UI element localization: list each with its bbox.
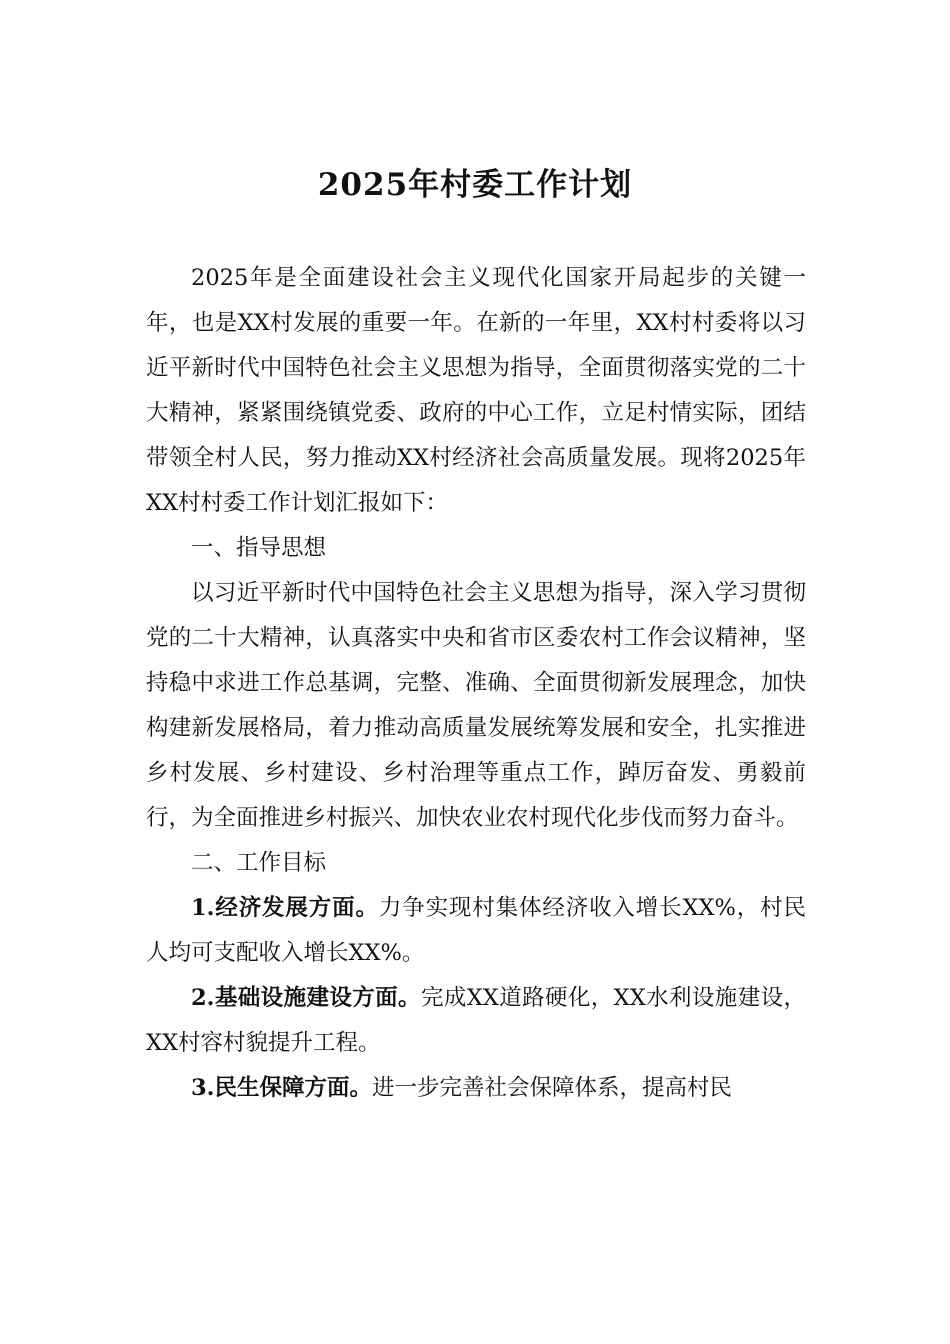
goal-item-economic — [146, 886, 806, 976]
document-title: 2025年村委工作计划 — [317, 167, 633, 203]
goal-item-text: 力争实现村集体经济收入增长XX%，村民人均可支配收入增长XX%。 — [146, 895, 806, 966]
section-heading-work-goals: 二、工作目标 — [191, 850, 327, 876]
goal-item-text: 完成XX道路硬化，XX水利设施建设，XX村容村貌提升工程。 — [146, 985, 806, 1056]
goal-item-lead: 2.基础设施建设方面。 — [191, 985, 421, 1011]
goal-item-infrastructure — [146, 976, 806, 1066]
goal-item-text: 进一步完善社会保障体系，提高村民 — [372, 1075, 733, 1101]
guiding-ideology-paragraph: 以习近平新时代中国特色社会主义思想为指导，深入学习贯彻党的二十大精神，认真落实中央和省市区委农村工作会议精神，坚持稳中求进工作总基调，完整、准确、全面贯彻新发展理念，加快构建新发展格局，着力推动高质量发展统筹发展和安全，扎实推进乡村发展、乡村建设、乡村治理等重点工作，踔厉奋发、勇毅前行，为全面推进乡村振兴、加快农业农村现代化步伐而努力奋斗。 — [146, 580, 806, 831]
document-body — [146, 256, 806, 1111]
goal-item-livelihood — [146, 1066, 806, 1111]
goal-item-lead: 1.经济发展方面。 — [191, 895, 379, 921]
section-heading-guiding-ideology: 一、指导思想 — [191, 535, 327, 561]
goal-item-lead: 3.民生保障方面。 — [191, 1075, 372, 1101]
intro-paragraph: 2025年是全面建设社会主义现代化国家开局起步的关键一年，也是XX村发展的重要一年。在新的一年里，XX村村委将以习近平新时代中国特色社会主义思想为指导，全面贯彻落实党的二十大精神，紧紧围绕镇党委、政府的中心工作，立足村情实际，团结带领全村人民，努力推动XX村经济社会高质量发展。现将2025年XX村村委工作计划汇报如下： — [146, 265, 806, 516]
